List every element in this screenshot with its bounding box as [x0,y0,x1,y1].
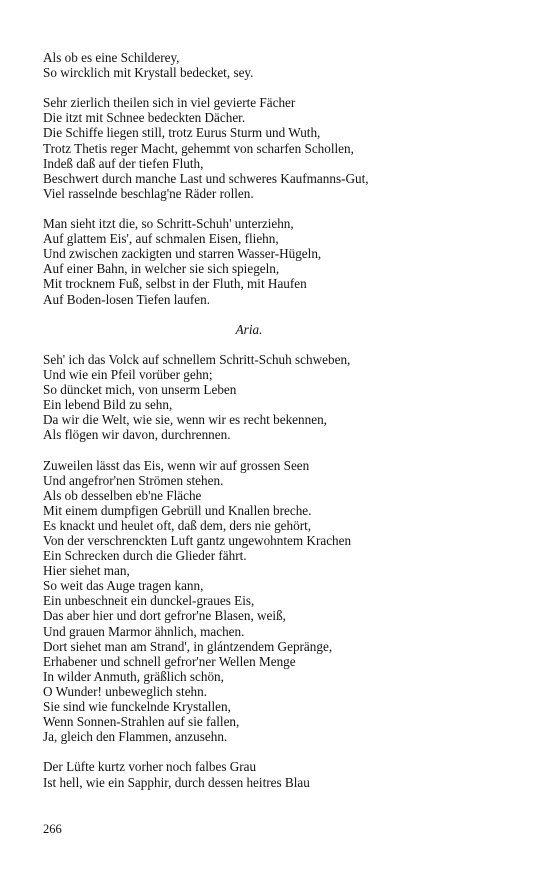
verse-line: Mit trocknem Fuß, selbst in der Fluth, mit Haufen [43,276,307,292]
poem-text [43,50,523,805]
verse-line: So wircklich mit Krystall bedecket, sey. [43,65,254,81]
verse-line: Von der verschrenckten Luft gantz ungewohntem Krachen [43,533,352,548]
stanza [43,352,523,443]
verse-line: Das aber hier und dort gefror'ne Blasen, weiß, [43,608,286,624]
verse-line: Ist hell, wie ein Sapphir, durch dessen heitres Blau [43,774,310,790]
verse-line: Als ob es eine Schilderey, [43,50,180,65]
verse-line: Und zwischen zackigten und starren Wasser-Hügeln, [43,246,322,262]
verse-line: Dort siehet man am Strand', in glántzendem Gepränge, [43,638,333,654]
section-heading: Aria. [235,321,263,337]
verse-line: Ein Schrecken durch die Glieder fährt. [43,548,247,564]
verse-line: O Wunder! unbeweglich stehn. [43,683,208,699]
verse-line: Indeß daß auf der tiefen Fluth, [43,155,204,171]
stanza [43,50,523,80]
verse-line: Es knackt und heulet oft, daß dem, ders nie gehört, [43,517,312,533]
stanza [43,458,523,745]
verse-line: Ein unbeschneit ein dunckel-graues Eis, [43,593,255,609]
verse-line: Und wie ein Pfeil vorüber gehn; [43,366,213,382]
verse-line: Wenn Sonnen-Strahlen auf sie fallen, [43,714,240,730]
verse-line: Als flögen wir davon, durchrennen. [43,427,231,443]
verse-line: Viel rasselnde beschlag'ne Räder rollen. [43,185,254,201]
verse-line: Und angefror'nen Strömen stehen. [43,472,224,488]
verse-line: Als ob desselben eb'ne Fläche [43,487,202,503]
verse-line: Mit einem dumpfigen Gebrüll und Knallen breche. [43,502,312,518]
verse-line: Ja, gleich den Flammen, anzusehn. [43,729,228,745]
verse-line: Trotz Thetis reger Macht, gehemmt von scharfen Schollen, [43,140,354,156]
stanza [43,95,523,201]
verse-line: Der Lüfte kurtz vorher noch falbes Grau [43,759,257,775]
stanza [43,216,523,307]
verse-line: So düncket mich, von unserm Leben [43,382,237,398]
verse-line: Auf einer Bahn, in welcher sie sich spiegeln, [43,261,280,277]
verse-line: Die Schiffe liegen still, trotz Eurus Sturm und Wuth, [43,125,321,141]
verse-line: Die itzt mit Schnee bedeckten Dächer. [43,110,246,126]
verse-line: Hier siehet man, [43,563,130,579]
verse-line: Da wir die Welt, wie sie, wenn wir es recht bekennen, [43,412,327,428]
verse-line: Zuweilen lässt das Eis, wenn wir auf grossen Seen [43,457,310,473]
verse-line: Und grauen Marmor ähnlich, machen. [43,623,245,639]
verse-line: Beschwert durch manche Last und schweres Kaufmanns-Gut, [43,170,369,186]
verse-line: Man sieht itzt die, so Schritt-Schuh' unterziehn, [43,216,294,232]
stanza [43,759,523,789]
verse-line: Auf glattem Eis', auf schmalen Eisen, fliehn, [43,231,279,247]
verse-line: Sie sind wie funckelnde Krystallen, [43,699,231,715]
verse-line: Auf Boden-losen Tiefen laufen. [43,291,211,307]
page-number: 266 [43,822,62,836]
verse-line: In wilder Anmuth, gräßlich schön, [43,668,224,684]
verse-line: Seh' ich das Volck auf schnellem Schritt-Schuh schweben, [43,351,351,367]
verse-line: Sehr zierlich theilen sich in viel gevierte Fächer [43,95,296,111]
verse-line: So weit das Auge tragen kann, [43,578,204,594]
verse-line: Ein lebend Bild zu sehn, [43,397,173,413]
verse-line: Erhabener und schnell gefror'ner Wellen Menge [43,653,296,669]
